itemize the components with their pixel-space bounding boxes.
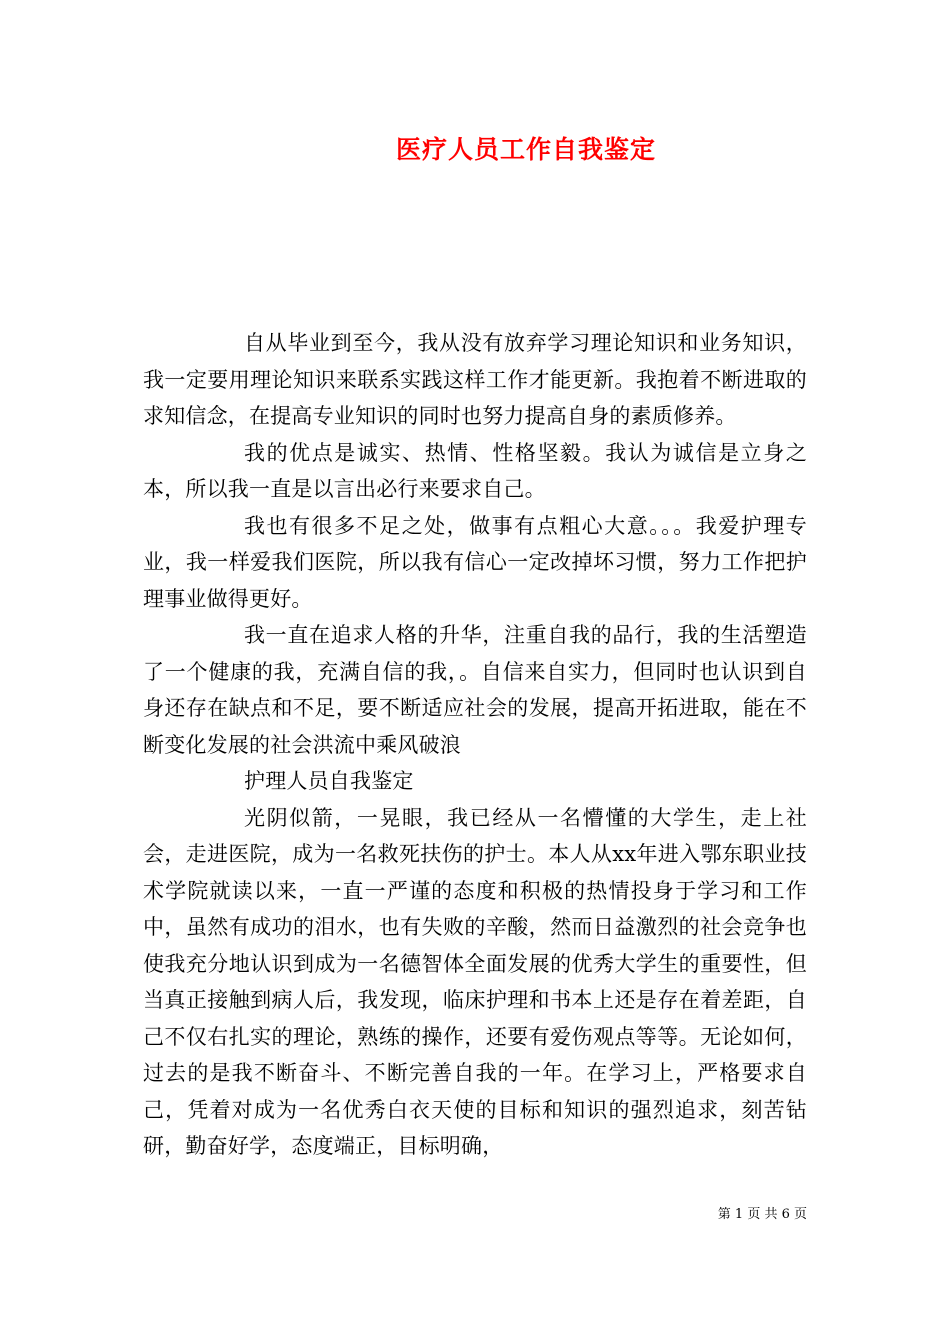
paragraph: 光阴似箭，一晃眼，我已经从一名懵懂的大学生，走上社会，走进医院，成为一名救死扶伤的护士。本人从xx年进入鄂东职业技术学院就读以来，一直一严谨的态度和积极的热情投身于学习和工作中，虽然有成功的泪水，也有失败的辛酸，然而日益激烈的社会竞争也使我充分地认识到成为一名德智体全面发展的优秀大学生的重要性，但当真正接触到病人后，我发现，临床护理和书本上还是存在着差距，自己不仅右扎实的理论，熟练的操作，还要有爱伤观点等等。无论如何，过去的是我不断奋斗、不断完善自我的一年。在学习上，严格要求自己，凭着对成为一名优秀白衣天使的目标和知识的强烈追求，刻苦钻研，勤奋好学，态度端正，目标明确， — [143, 805, 807, 1158]
paragraph: 我一直在追求人格的升华，注重自我的品行，我的生活塑造了一个健康的我，充满自信的我，。自信来自实力，但同时也认识到自身还存在缺点和不足，要不断适应社会的发展，提高开拓进取，能在不断变化发展的社会洪流中乘风破浪 — [143, 623, 807, 757]
paragraph: 我的优点是诚实、热情、性格坚毅。我认为诚信是立身之本，所以我一直是以言出必行来要求自己。 — [143, 440, 807, 501]
document-body — [143, 325, 807, 1165]
section-heading: 护理人员自我鉴定 — [244, 769, 414, 793]
paragraph: 自从毕业到至今，我从没有放弃学习理论知识和业务知识，我一定要用理论知识来联系实践这样工作才能更新。我抱着不断进取的求知信念，在提高专业知识的同时也努力提高自身的素质修养。 — [143, 331, 807, 428]
paragraph: 我也有很多不足之处，做事有点粗心大意。。。我爱护理专业，我一样爱我们医院，所以我有信心一定改掉坏习惯，努力工作把护理事业做得更好。 — [143, 513, 807, 611]
document-title: 医疗人员工作自我鉴定 — [395, 135, 656, 164]
page-number: 第 1 页 共 6 页 — [717, 1207, 807, 1222]
